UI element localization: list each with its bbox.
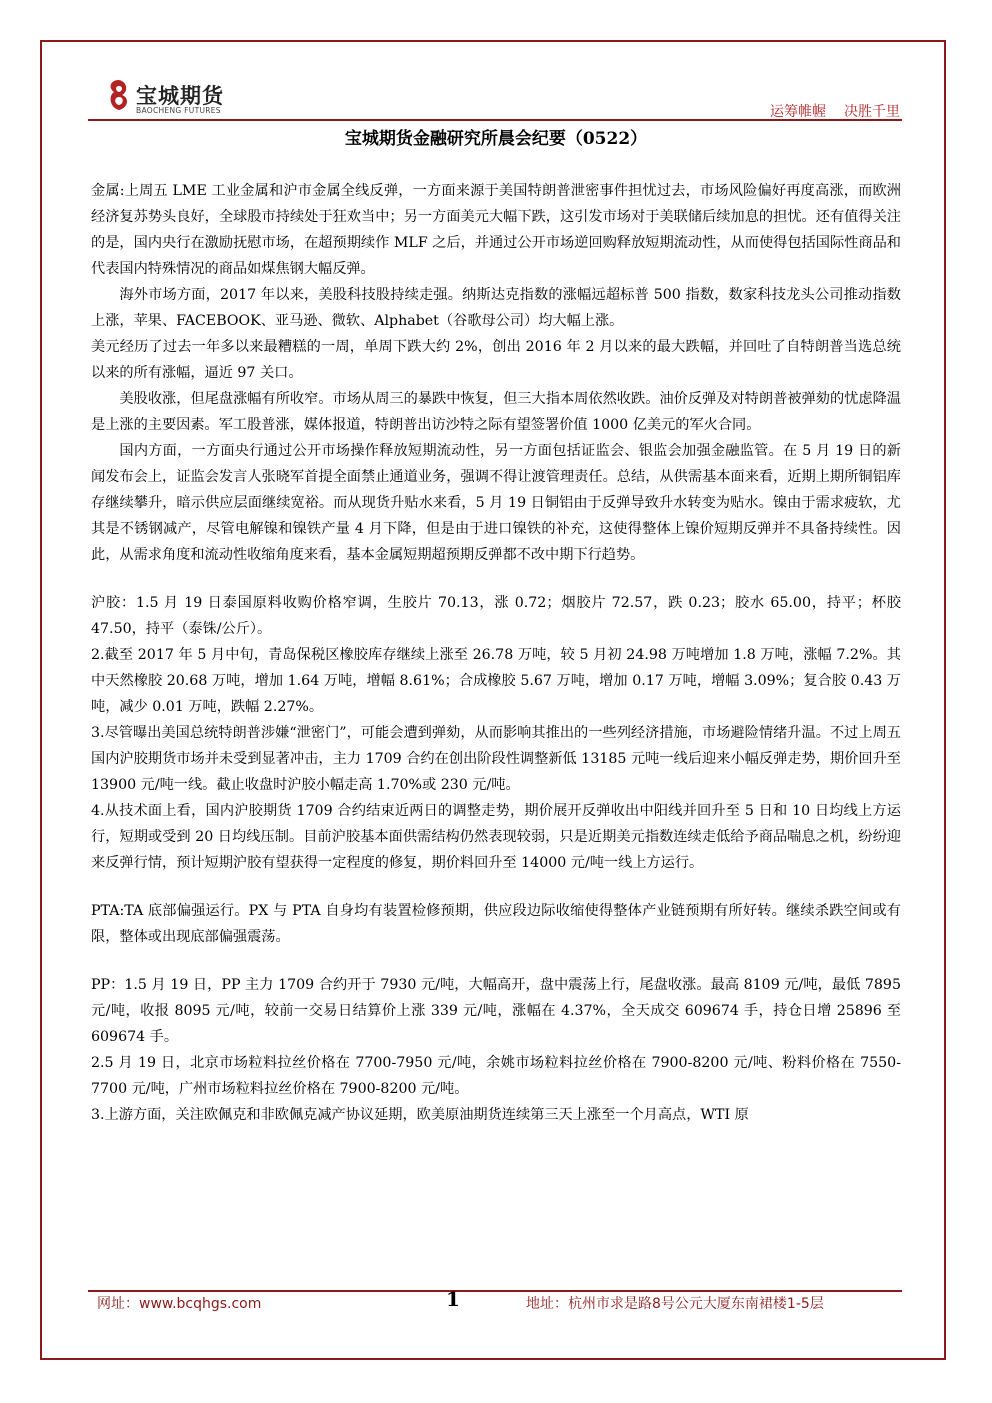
footer-address: 地址：杭州市求是路8号公元大厦东南裙楼1-5层	[526, 1296, 824, 1312]
document-title: 宝城期货金融研究所晨会纪要（0522）	[344, 129, 648, 149]
paragraph-dollar: 美元经历了过去一年多以来最糟糕的一周，单周下跌大约 2%，创出 2016 年 2 月以来的最大跌幅，并回吐了自特朗普当选总统以来的所有涨幅，逼近 97 关口。	[91, 339, 901, 381]
logo-chinese-name: 宝城期货	[136, 83, 224, 108]
paragraph-overseas: 海外市场方面，2017 年以来，美股科技股持续走强。纳斯达克指数的涨幅远超标普 500 指数，数家科技龙头公司推动指数上涨，苹果、FACEBOOK、亚马逊、微软、Alphabet（谷歌母公司）均大幅上涨。	[91, 287, 901, 329]
paragraph-rubber-3: 3.尽管曝出美国总统特朗普涉嫌“泄密门”，可能会遭到弹劾，从而影响其推出的一些列经济措施，市场避险情绪升温。不过上周五国内沪胶期货市场并未受到显著冲击，主力 1709 合约在创出阶段性调整新低 13185 元吨一线后迎来小幅反弹走势，期价回升至 13900 元/吨一线。截止收盘时沪胶小幅走高 1.70%或 230 元/吨。	[91, 725, 901, 793]
slogan-part-1: 运筹帷幄	[770, 104, 826, 120]
paragraph-us-stocks: 美股收涨，但尾盘涨幅有所收窄。市场从周三的暴跌中恢复，但三大指本周依然收跌。油价反弹及对特朗普被弹劾的忧虑降温是上涨的主要因素。军工股普涨，媒体报道，特朗普出访沙特之际有望签署价值 1000 亿美元的军火合同。	[91, 391, 901, 433]
footer-divider	[88, 1290, 902, 1292]
page-number: 1	[446, 1287, 460, 1311]
header-slogan	[752, 101, 900, 121]
logo-english-name: BAOCHENG FUTURES	[136, 106, 221, 115]
paragraph-pta: PTA:TA 底部偏强运行。PX 与 PTA 自身均有装置检修预期，供应段边际收缩使得整体产业链预期有所好转。继续杀跌空间或有限，整体或出现底部偏强震荡。	[91, 903, 901, 945]
paragraph-domestic: 国内方面，一方面央行通过公开市场操作释放短期流动性，另一方面包括证监会、银监会加强金融监管。在 5 月 19 日的新闻发布会上，证监会发言人张晓军首提全面禁止通道业务，强调不得让渡管理责任。总结，从供需基本面来看，近期上期所铜铝库存继续攀升，暗示供应层面继续宽裕。而从现货升贴水来看，5 月 19 日铜铝由于反弹导致升水转变为贴水。镍由于需求疲软，尤其是不锈钢减产，尽管电解镍和镍铁产量 4 月下降，但是由于进口镍铁的补充，这使得整体上镍价短期反弹并不具备持续性。因此，从需求角度和流动性收缩角度来看，基本金属短期超预期反弹都不改中期下行趋势。	[91, 443, 901, 563]
paragraph-pp-2: 2.5 月 19 日，北京市场粒料拉丝价格在 7700-7950 元/吨，余姚市场粒料拉丝价格在 7900-8200 元/吨、粉料价格在 7550-7700 元/吨，广州市场粒料拉丝价格在 7900-8200 元/吨。	[91, 1055, 901, 1097]
paragraph-pp-3: 3.上游方面，关注欧佩克和非欧佩克减产协议延期，欧美原油期货连续第三天上涨至一个月高点，WTI 原	[91, 1107, 749, 1123]
paragraph-rubber-1: 沪胶：1.5 月 19 日泰国原料收购价格窄调，生胶片 70.13，涨 0.72；烟胶片 72.57，跌 0.23；胶水 65.00，持平；杯胶 47.50，持平（泰铢/公斤）。	[91, 595, 901, 637]
footer-website: 网址：www.bcqhgs.com	[97, 1296, 262, 1312]
header-divider	[88, 119, 902, 121]
document-body	[91, 178, 901, 1128]
paragraph-rubber-2: 2.截至 2017 年 5 月中旬，青岛保税区橡胶库存继续上涨至 26.78 万吨，较 5 月初 24.98 万吨增加 1.8 万吨，涨幅 7.2%。其中天然橡胶 20.68 万吨，增加 1.64 万吨，增幅 8.61%；合成橡胶 5.67 万吨，增加 0.17 万吨，增幅 3.09%；复合胶 0.43 万吨，减少 0.01 万吨，跌幅 2.27%。	[91, 647, 901, 715]
slogan-part-2: 决胜千里	[844, 104, 900, 120]
paragraph-metals: 金属:上周五 LME 工业金属和沪市金属全线反弹，一方面来源于美国特朗普泄密事件担忧过去，市场风险偏好再度高涨，而欧洲经济复苏势头良好，全球股市持续处于狂欢当中；另一方面美元大幅下跌，这引发市场对于美联储后续加息的担忧。还有值得关注的是，国内央行在激励抚慰市场，在超预期续作 MLF 之后，并通过公开市场逆回购释放短期流动性，从而使得包括国际性商品和代表国内特殊情况的商品如煤焦钢大幅反弹。	[91, 183, 901, 277]
paragraph-rubber-4: 4.从技术面上看，国内沪胶期货 1709 合约结束近两日的调整走势，期价展开反弹收出中阳线并回升至 5 日和 10 日均线上方运行，短期或受到 20 日均线压制。目前沪胶基本面供需结构仍然表现较弱，只是近期美元指数连续走低给予商品喘息之机，纷纷迎来反弹行情，预计短期沪胶有望获得一定程度的修复，期价料回升至 14000 元/吨一线上方运行。	[91, 803, 901, 871]
logo-emblem-icon	[106, 78, 132, 112]
company-logo	[106, 76, 246, 120]
paragraph-pp-1: PP：1.5 月 19 日，PP 主力 1709 合约开于 7930 元/吨，大幅高开，盘中震荡上行，尾盘收涨。最高 8109 元/吨，最低 7895 元/吨，收报 8095 元/吨，较前一交易日结算价上涨 339 元/吨，涨幅在 4.37%，全天成交 609674 手，持仓日增 25896 至 609674 手。	[91, 977, 901, 1045]
